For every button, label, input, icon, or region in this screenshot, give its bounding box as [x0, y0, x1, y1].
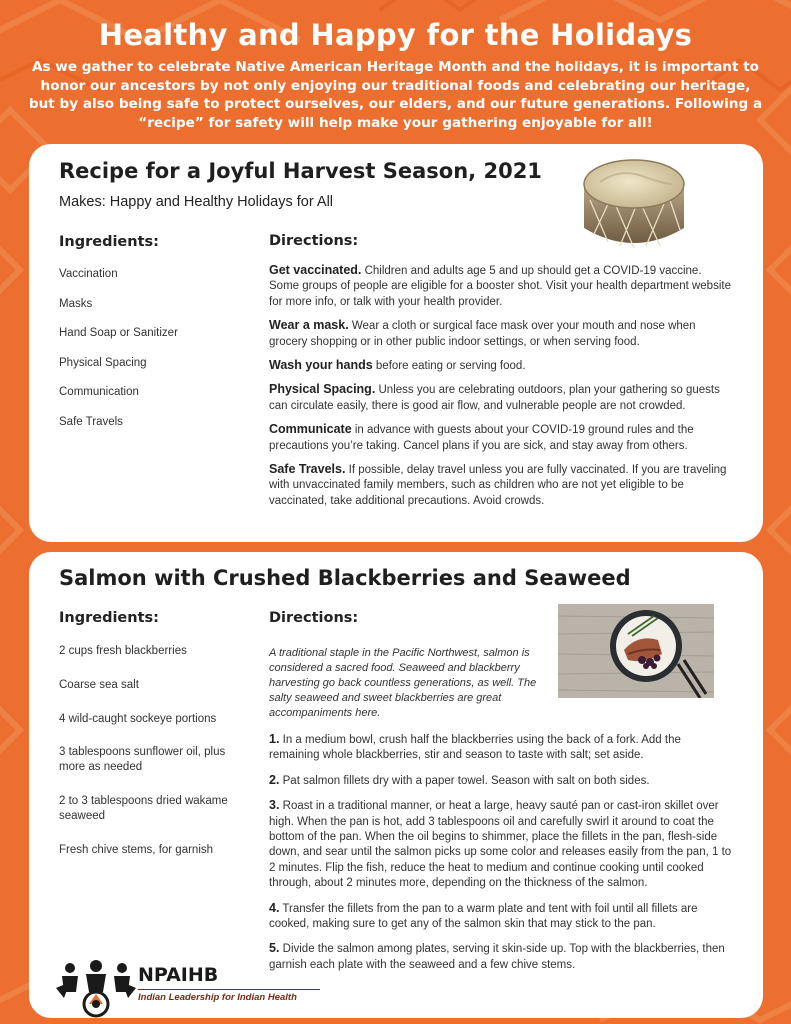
page-title: Healthy and Happy for the Holidays [98, 18, 693, 52]
salmon-recipe-card [29, 552, 763, 1018]
ingredient-item: 2 to 3 tablespoons dried wakame seaweed [59, 795, 228, 822]
logo-divider [138, 989, 320, 990]
direction-step: 4. Transfer the fillets from the pan to a warm plate and tent with foil until all fillets are cooked, making sure to get any of the salmon skin that may stick to the pan. [269, 900, 698, 931]
direction-step: 3. Roast in a traditional manner, or heat a large, heavy sauté pan or cast-iron skillet over high. When the pan is hot, add 3 tablespoons oil and carefully swirl it around to coat the bottom of the pan. When the oil begins to shimmer, place the fillets in the pan, flesh-side down, and sear until the salmon picks up some color and releases easily from the pan, 1 to 2 minutes. Flip the fish, reduce the heat to medium and continue cooking until cooked through, about 2 minutes more, depending on the thickness of the salmon. [269, 798, 732, 890]
salmon-intro: A traditional staple in the Pacific Northwest, salmon is considered a sacred food. Seaweed and blackberry harvesting go back countless generations, as well. The salty seaweed and sweet blackberries are great accompaniments here. [269, 647, 537, 719]
direction-item: Communicate in advance with guests about your COVID-19 ground rules and the precautions you’re taking. Cancel plans if you are sick, and stay away from others. [269, 422, 694, 452]
direction-item: Wash your hands before eating or serving food. [269, 358, 526, 373]
ingredient-item: Fresh chive stems, for garnish [59, 844, 214, 856]
recipe1-makes: Makes: Happy and Healthy Holidays for All [59, 194, 334, 210]
recipe2-title: Salmon with Crushed Blackberries and Seaweed [59, 566, 631, 590]
recipe2-ingredients-list [59, 644, 249, 858]
ingredient-item: 4 wild-caught sockeye portions [59, 713, 217, 725]
recipe2-ingredients-heading: Ingredients: [59, 610, 159, 626]
direction-item: Safe Travels. If possible, delay travel unless you are fully vaccinated. If you are traveling with unvaccinated family members, such as children who are not yet eligible to be vaccinated, take additional precautions. Avoid crowds. [269, 462, 727, 507]
logo-tagline: Indian Leadership for Indian Health [138, 992, 297, 1003]
joyful-harvest-recipe-card [29, 144, 763, 542]
recipe1-directions-heading: Directions: [269, 233, 359, 249]
recipe2-directions-heading: Directions: [269, 610, 359, 626]
npaihb-logo-icon [56, 958, 136, 1020]
ingredient-item: Safe Travels [59, 415, 123, 428]
ingredient-item: Masks [59, 297, 93, 310]
direction-item: Get vaccinated. Children and adults age 5 and up should get a COVID-19 vaccine. Some groups of people are eligible for a booster shot. Visit your health department website for more info, or talk with your health provider. [269, 263, 731, 308]
recipe1-directions [269, 263, 734, 517]
ingredient-item: Communication [59, 386, 139, 398]
logo-name: NPAIHB [138, 964, 219, 986]
ingredient-item: 3 tablespoons sunflower oil, plus more as needed [59, 746, 226, 773]
ingredient-item: Physical Spacing [59, 356, 147, 369]
direction-item: Wear a mask. Wear a cloth or surgical face mask over your mouth and nose when grocery shopping or in other public indoor settings, or when serving food. [269, 318, 696, 348]
recipe1-ingredients-heading: Ingredients: [59, 234, 159, 250]
direction-step: 1. In a medium bowl, crush half the blackberries using the back of a fork. Add the remaining whole blackberries, stir and season to taste with salt; set aside. [269, 732, 681, 762]
direction-item: Physical Spacing. Unless you are celebrating outdoors, plan your gathering so guests can circulate easily, there is good air flow, and vulnerable people are not crowded. [269, 382, 720, 412]
ingredient-item: Hand Soap or Sanitizer [59, 327, 178, 339]
hand-drum-illustration [580, 154, 688, 254]
ingredient-item: 2 cups fresh blackberries [59, 645, 187, 657]
direction-step: 2. Pat salmon fillets dry with a paper towel. Season with salt on both sides. [269, 772, 650, 787]
ingredient-item: Vaccination [59, 268, 118, 280]
recipe2-directions [269, 646, 734, 982]
logo-text [138, 964, 297, 1003]
recipe1-ingredients-list [59, 268, 178, 445]
direction-step: 5. Divide the salmon among plates, serving it skin-side up. Top with the blackberries, then garnish each plate with the seaweed and a few chive stems. [269, 941, 725, 971]
intro-paragraph: As we gather to celebrate Native American Heritage Month and the holidays, it is important to honor our ancestors by not only enjoying our traditional foods and celebrating our heritage, but by also being safe to protect ourselves, our elders, and our future generations. Following a “recipe” for safety will help make your gathering enjoyable for all! [28, 59, 763, 131]
recipe1-title: Recipe for a Joyful Harvest Season, 2021 [59, 159, 542, 183]
ingredient-item: Coarse sea salt [59, 679, 139, 691]
